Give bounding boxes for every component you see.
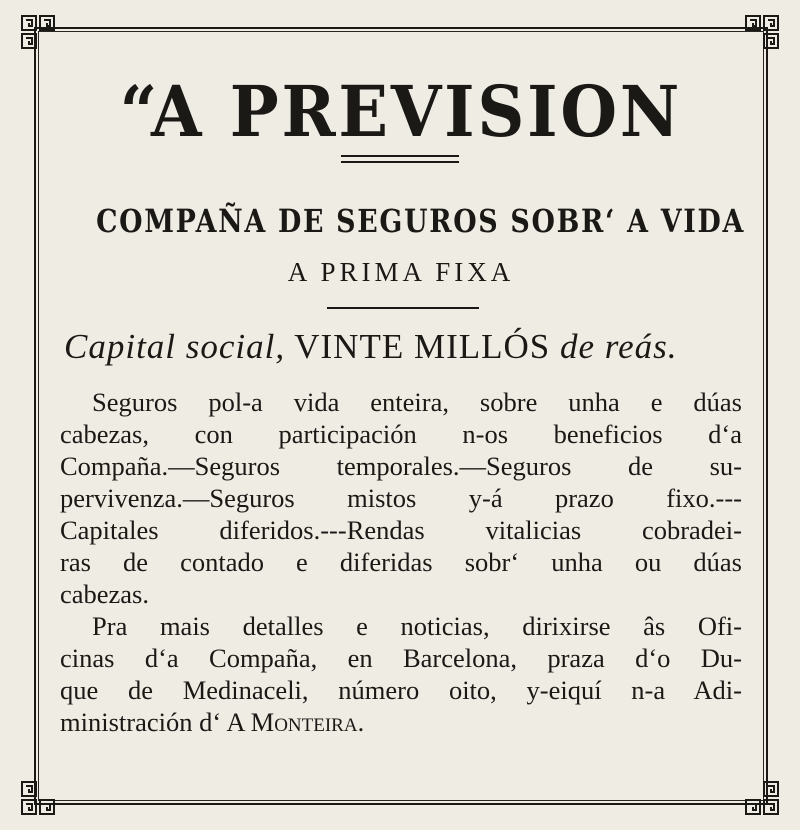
paragraph-services xyxy=(60,386,742,610)
text-line: Pra mais detalles e noticias, dirixirse âs Ofi- xyxy=(92,611,742,641)
capital-amount: VINTE MILLÓS xyxy=(294,327,551,366)
page-title: “A PREVISION xyxy=(119,70,683,153)
capital-line xyxy=(64,325,744,369)
company-subtitle: COMPAÑA DE SEGUROS SOBR‘ A VIDA xyxy=(96,202,746,240)
body-text xyxy=(60,386,742,738)
capital-unit: de reás. xyxy=(560,327,678,366)
text-line: pervivenza.—Seguros mistos y-á prazo fixo.--- xyxy=(60,483,742,513)
text-line: Seguros pol-a vida enteira, sobre unha e dúas xyxy=(92,387,742,417)
text-line: ras de contado e diferidas sobr‘ unha ou dúas xyxy=(60,547,742,577)
text-line: Compaña.—Seguros temporales.—Seguros de su- xyxy=(60,451,742,481)
capital-label: Capital social, xyxy=(64,327,286,366)
paragraph-contact xyxy=(60,610,742,738)
text-line: Capitales diferidos.---Rendas vitalicias cobradei- xyxy=(60,515,742,545)
text-line-start: ministración d‘ A xyxy=(60,707,245,737)
advertisement xyxy=(38,31,764,801)
text-line: cabezas, con participación n-os beneficios d‘a xyxy=(60,419,742,449)
text-line xyxy=(60,706,742,738)
premium-type: A PRIMA FIXA xyxy=(287,257,515,287)
text-line: cinas d‘a Compaña, en Barcelona, praza d‘o Du- xyxy=(60,643,742,673)
publication-name: Monteira. xyxy=(250,707,365,737)
double-rule-divider xyxy=(341,155,459,166)
text-line: cabezas. xyxy=(60,579,149,609)
text-line: que de Medinaceli, número oito, y-eiquí n-a Adi- xyxy=(60,675,742,705)
rule-divider xyxy=(327,307,479,309)
